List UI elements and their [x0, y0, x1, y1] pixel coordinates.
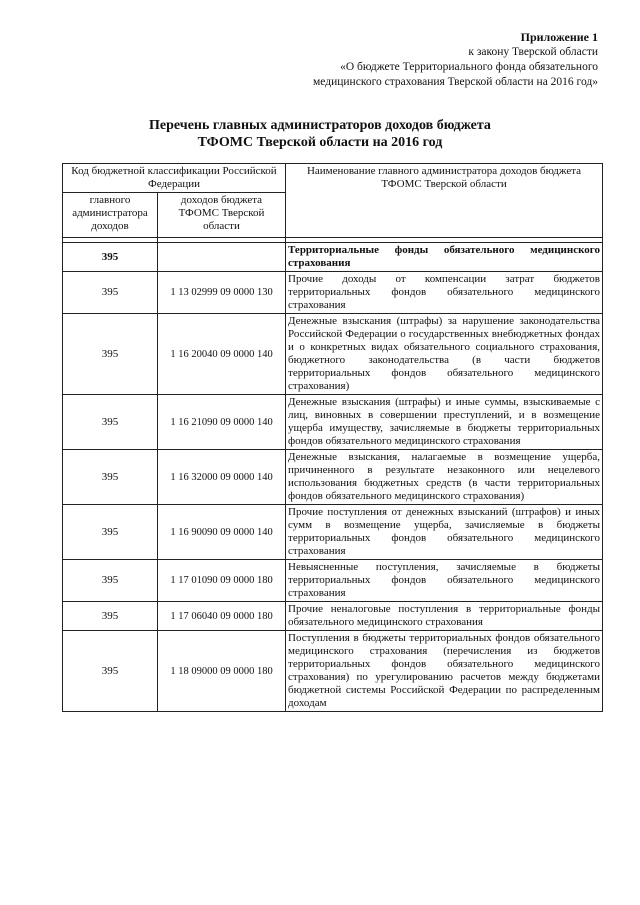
- law-reference-line: к закону Тверской области: [468, 46, 598, 58]
- income-name: Прочие неналоговые поступления в территориальные фонды обязательного медицинского страхования: [286, 602, 603, 631]
- income-code: 1 16 32000 09 0000 140: [158, 450, 286, 505]
- table-row: [63, 314, 603, 395]
- law-title-line-2: медицинского страхования Тверской области на 2016 год»: [313, 76, 598, 88]
- income-name: Невыясненные поступления, зачисляемые в бюджеты территориальных фондов обязательного медицинского страхования: [286, 560, 603, 602]
- title-line-2: ТФОМС Тверской области на 2016 год: [197, 135, 443, 150]
- income-code: 1 17 06040 09 0000 180: [158, 602, 286, 631]
- header-administrator-name: Наименование главного администратора доходов бюджета ТФОМС Тверской области: [286, 164, 603, 238]
- income-code: 1 18 09000 09 0000 180: [158, 631, 286, 712]
- group-income-code: [158, 243, 286, 272]
- table-row: [63, 395, 603, 450]
- header-main-administrator: главного администратора доходов: [63, 193, 158, 238]
- appendix-label: Приложение 1: [520, 30, 598, 44]
- table-body: [63, 272, 603, 712]
- table-row: [63, 631, 603, 712]
- admin-code: 395: [63, 560, 158, 602]
- table-row: [63, 272, 603, 314]
- table-row: [63, 602, 603, 631]
- table-row: [63, 560, 603, 602]
- admin-code: 395: [63, 395, 158, 450]
- document-header: [313, 30, 598, 90]
- title-line-1: Перечень главных администраторов доходов бюджета: [149, 118, 491, 133]
- income-code: 1 17 01090 09 0000 180: [158, 560, 286, 602]
- admin-code: 395: [63, 450, 158, 505]
- table-row: [63, 505, 603, 560]
- group-name: Территориальные фонды обязательного медицинского страхования: [286, 243, 603, 272]
- income-code: 1 13 02999 09 0000 130: [158, 272, 286, 314]
- income-code: 1 16 20040 09 0000 140: [158, 314, 286, 395]
- admin-code: 395: [63, 631, 158, 712]
- income-name: Денежные взыскания (штрафы) и иные суммы, взыскиваемые с лиц, виновных в совершении преступлений, и в возмещение ущерба имуществу, зачисляемые в бюджеты территориальных фондов обязательного медицинского страхования: [286, 395, 603, 450]
- income-name: Денежные взыскания, налагаемые в возмещение ущерба, причиненного в результате незаконного или нецелевого использования бюджетных средств (в части территориальных фондов обязательного медицинского страхования): [286, 450, 603, 505]
- document-title: [0, 117, 640, 151]
- income-code: 1 16 90090 09 0000 140: [158, 505, 286, 560]
- income-name: Поступления в бюджеты территориальных фондов обязательного медицинского страхования (перечисления из бюджетов территориальных фондов обязательного медицинского страхования) по урегулированию расчетов между бюджетами бюджетной системы Российской Федерации по распределенным доходам: [286, 631, 603, 712]
- table-row: [63, 450, 603, 505]
- admin-code: 395: [63, 602, 158, 631]
- administrators-table: [62, 163, 603, 712]
- table-header-row: [63, 164, 603, 193]
- income-name: Денежные взыскания (штрафы) за нарушение законодательства Российской Федерации о государственных внебюджетных фондах и о конкретных видах обязательного социального страхования, бюджетного законодательства (в части бюджетов территориальных фондов обязательного медицинского страхования): [286, 314, 603, 395]
- group-admin-code: 395: [63, 243, 158, 272]
- admin-code: 395: [63, 272, 158, 314]
- header-budget-code: Код бюджетной классификации Российской Федерации: [63, 164, 286, 193]
- admin-code: 395: [63, 314, 158, 395]
- income-code: 1 16 21090 09 0000 140: [158, 395, 286, 450]
- admin-code: 395: [63, 505, 158, 560]
- income-name: Прочие доходы от компенсации затрат бюджетов территориальных фондов обязательного медицинского страхования: [286, 272, 603, 314]
- group-row: [63, 243, 603, 272]
- income-name: Прочие поступления от денежных взысканий (штрафов) и иных сумм в возмещение ущерба, зачисляемые в бюджеты территориальных фондов обязательного медицинского страхования: [286, 505, 603, 560]
- header-budget-income: доходов бюджета ТФОМС Тверской области: [158, 193, 286, 238]
- law-title-line-1: «О бюджете Территориального фонда обязательного: [340, 61, 598, 73]
